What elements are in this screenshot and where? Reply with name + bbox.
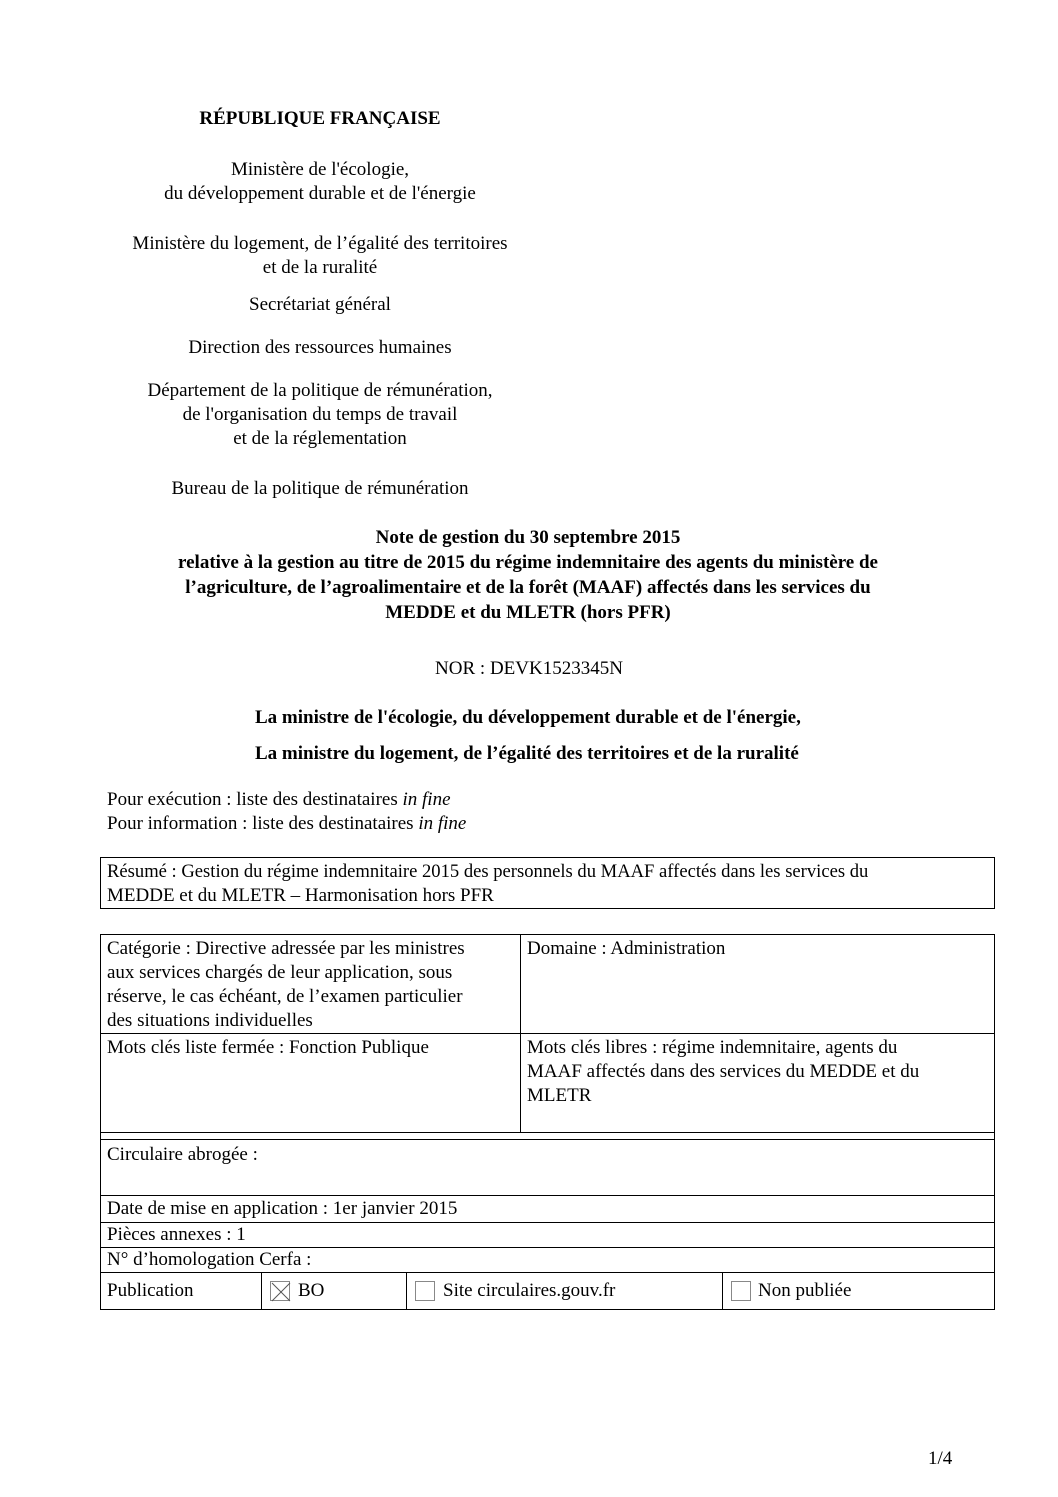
categorie-line: aux services chargés de leur application, sous (107, 962, 453, 983)
categorie-line: des situations individuelles (107, 1010, 313, 1031)
page-number: 1/4 (928, 1448, 953, 1469)
mots-cles-liste-fermee: Mots clés liste fermée : Fonction Publique (107, 1037, 429, 1058)
table-divider (100, 1195, 995, 1196)
table-column-divider (722, 1272, 723, 1310)
department-line3: et de la réglementation (233, 428, 407, 449)
circulaire-abrogee: Circulaire abrogée : (107, 1144, 258, 1165)
note-title-line4: MEDDE et du MLETR (hors PFR) (385, 602, 671, 623)
table-column-divider (406, 1272, 407, 1310)
checkbox-cross-icon (271, 1282, 291, 1302)
domaine: Domaine : Administration (527, 938, 726, 959)
note-title-line2: relative à la gestion au titre de 2015 du régime indemnitaire des agents du ministère de (178, 552, 878, 573)
department-line1: Département de la politique de rémunération, (147, 380, 493, 401)
secretariat: Secrétariat général (249, 294, 391, 315)
table-divider (100, 1139, 995, 1140)
summary-line1: Résumé : Gestion du régime indemnitaire 2015 des personnels du MAAF affectés dans les services du (107, 861, 869, 882)
ministry-ecology-line2: du développement durable et de l'énergie (164, 183, 476, 204)
homologation-cerfa: N° d’homologation Cerfa : (107, 1249, 312, 1270)
site-circulaires-label: Site circulaires.gouv.fr (443, 1280, 616, 1301)
direction: Direction des ressources humaines (188, 337, 452, 358)
ministry-housing-line2: et de la ruralité (262, 257, 378, 278)
pieces-annexes: Pièces annexes : 1 (107, 1224, 246, 1245)
information-recipients: Pour information : liste des destinataires in fine (107, 813, 467, 834)
execution-recipients: Pour exécution : liste des destinataires in fine (107, 789, 451, 810)
mots-cles-libres-line: MLETR (527, 1085, 592, 1106)
note-title-line3: l’agriculture, de l’agroalimentaire et de la forêt (MAAF) affectés dans les services du (185, 577, 871, 598)
summary-box (100, 857, 995, 909)
bo-label: BO (298, 1280, 325, 1301)
site-circulaires-checkbox[interactable] (415, 1281, 435, 1301)
bureau: Bureau de la politique de rémunération (171, 478, 469, 499)
minister-ecology: La ministre de l'écologie, du développement durable et de l'énergie, (255, 707, 801, 728)
table-divider (100, 1132, 995, 1133)
categorie-line: réserve, le cas échéant, de l’examen particulier (107, 986, 463, 1007)
summary-line2: MEDDE et du MLETR – Harmonisation hors PFR (107, 885, 494, 906)
ministry-ecology-line1: Ministère de l'écologie, (230, 159, 410, 180)
nor-reference: NOR : DEVK1523345N (435, 658, 623, 679)
minister-housing: La ministre du logement, de l’égalité des territoires et de la ruralité (255, 743, 799, 764)
non-publiee-checkbox[interactable] (731, 1281, 751, 1301)
ministry-housing-line1: Ministère du logement, de l’égalité des territoires (132, 233, 508, 254)
mots-cles-libres-line: Mots clés libres : régime indemnitaire, agents du (527, 1037, 898, 1058)
table-divider (100, 1272, 995, 1273)
date-mise-en-application: Date de mise en application : 1er janvier 2015 (107, 1198, 458, 1219)
republic-heading: RÉPUBLIQUE FRANÇAISE (199, 108, 441, 129)
mots-cles-libres-line: MAAF affectés dans des services du MEDDE et du (527, 1061, 920, 1082)
department-line2: de l'organisation du temps de travail (182, 404, 458, 425)
table-divider (100, 1033, 995, 1034)
categorie-line: Catégorie : Directive adressée par les ministres (107, 938, 465, 959)
publication-label: Publication (107, 1280, 194, 1301)
note-title-line1: Note de gestion du 30 septembre 2015 (375, 527, 681, 548)
table-column-divider (261, 1272, 262, 1310)
non-publiee-label: Non publiée (758, 1280, 852, 1301)
bo-checkbox[interactable] (270, 1281, 290, 1301)
